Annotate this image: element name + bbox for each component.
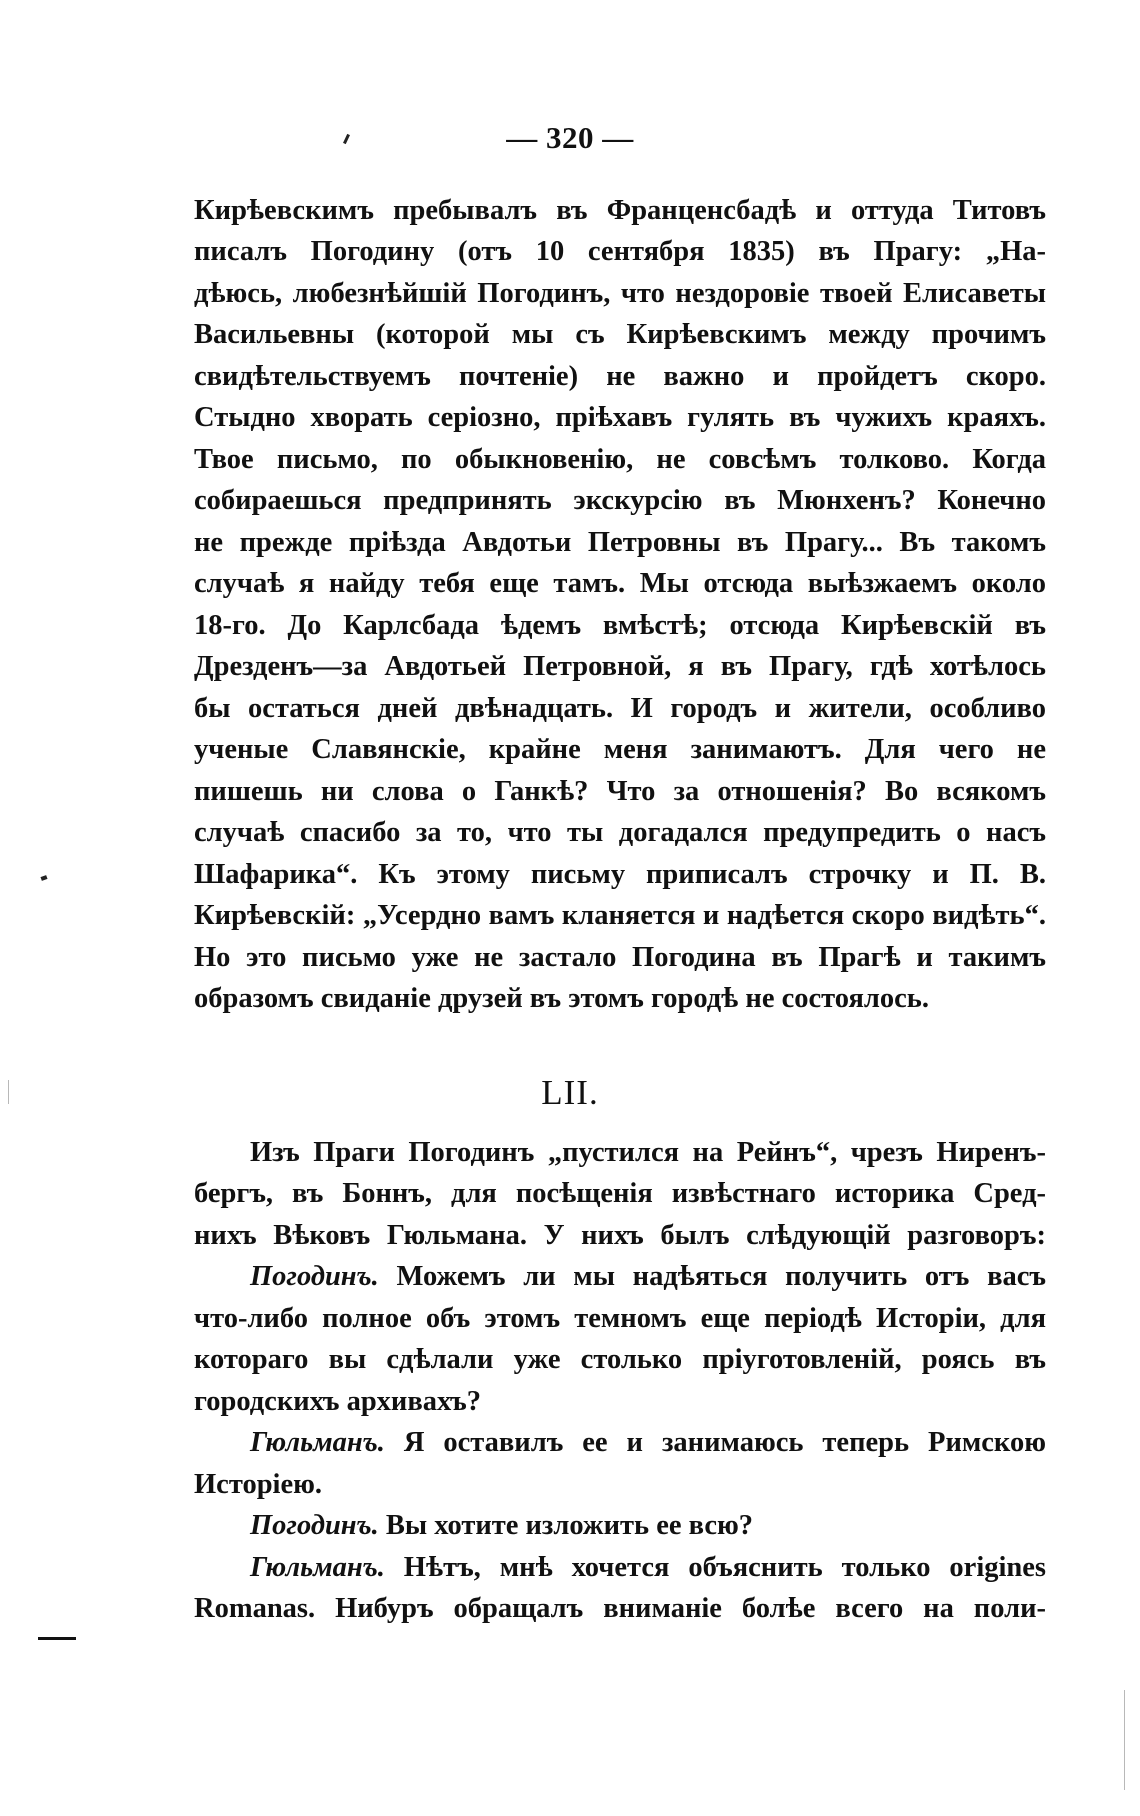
dialogue-text: Нѣтъ, мнѣ хочется объяснить только origines <box>403 1552 1047 1583</box>
section-heading: LII. <box>541 1073 599 1112</box>
paragraph-1-line-18: Кирѣевскій: „Усердно вамъ кланяется и надѣется скоро видѣть“. <box>194 900 1046 931</box>
dialogue-line-4-continued: Romanas. Нибуръ обращалъ вниманіе болѣе всего на поли- <box>194 1593 1046 1624</box>
paragraph-1-line-6: Стыдно хворать серіозно, пріѣхавъ гулять въ чужихъ краяхъ. <box>194 402 1046 433</box>
dialogue-text: Можемъ ли мы надѣяться получить отъ васъ <box>396 1261 1046 1292</box>
paragraph-1-line-12: Дрезденъ—за Авдотьей Петровной, я въ Прагу, гдѣ хотѣлось <box>194 651 1046 682</box>
margin-rule <box>38 1637 76 1640</box>
dialogue-line-1-end: городскихъ архивахъ? <box>194 1386 482 1417</box>
paragraph-2-line-1: Изъ Праги Погодинъ „пустился на Рейнъ“, чрезъ Ниренъ- <box>250 1137 1046 1168</box>
paragraph-1-line-7: Твое письмо, по обыкновенію, не совсѣмъ толково. Когда <box>194 444 1046 475</box>
dialogue-text: Я оставилъ ее и занимаюсь теперь Римскою <box>403 1427 1047 1458</box>
speaker-name: Гюльманъ. <box>250 1552 385 1583</box>
paragraph-1-line-5: свидѣтельствуемъ почтеніе) не важно и пройдетъ скоро. <box>194 361 1046 392</box>
dialogue-text: Вы хотите изложить ее всю? <box>385 1510 754 1541</box>
paragraph-1-line-2: писалъ Погодину (отъ 10 сентября 1835) въ Прагу: „На- <box>194 236 1046 267</box>
page-number: — 320 — <box>506 120 634 155</box>
paragraph-1-line-8: собираешься предпринять экскурсію въ Мюнхенъ? Конечно <box>194 485 1046 516</box>
page-edge-line-right <box>1124 1690 1125 1790</box>
dialogue-line-1-continued: что-либо полное объ этомъ темномъ еще періодѣ Исторіи, для <box>194 1303 1046 1334</box>
dialogue-line-4 <box>250 1548 1046 1588</box>
paragraph-1-line-1: Кирѣевскимъ пребывалъ въ Франценсбадѣ и оттуда Титовъ <box>194 195 1046 226</box>
paragraph-1-line-4: Васильевны (которой мы съ Кирѣевскимъ между прочимъ <box>194 319 1046 350</box>
dialogue-line-1 <box>250 1257 1046 1297</box>
paragraph-1-line-13: бы остаться дней двѣнадцать. И городъ и жители, особливо <box>194 693 1046 724</box>
dialogue-line-2 <box>250 1423 1046 1463</box>
dialogue-line-2-end: Исторіею. <box>194 1469 323 1500</box>
paragraph-1-line-9: не прежде пріѣзда Авдотьи Петровны въ Прагу... Въ такомъ <box>194 527 1046 558</box>
paragraph-1-line-3: дѣюсь, любезнѣйшій Погодинъ, что нездоровіе твоей Елисаветы <box>194 278 1046 309</box>
paragraph-1-line-16: случаѣ спасибо за то, что ты догадался предупредить о насъ <box>194 817 1046 848</box>
speaker-name: Погодинъ. <box>250 1261 379 1292</box>
paragraph-1-line-11: 18-го. До Карлсбада ѣдемъ вмѣстѣ; отсюда Кирѣевскій въ <box>194 610 1046 641</box>
paragraph-2-line-2: бергъ, въ Боннъ, для посѣщенія извѣстнаго историка Сред- <box>194 1178 1046 1209</box>
speaker-name: Гюльманъ. <box>250 1427 385 1458</box>
paragraph-1-line-15: пишешь ни слова о Ганкѣ? Что за отношенія? Во всякомъ <box>194 776 1046 807</box>
dialogue-line-1-continued: котораго вы сдѣлали уже столько пріуготовленій, роясь въ <box>194 1344 1046 1375</box>
paragraph-1-line-20: образомъ свиданіе друзей въ этомъ городѣ не состоялось. <box>194 983 929 1014</box>
paragraph-1-line-14: ученые Славянскіе, крайне меня занимаютъ. Для чего не <box>194 734 1046 765</box>
paragraph-2-line-3: нихъ Вѣковъ Гюльмана. У нихъ былъ слѣдующій разговоръ: <box>194 1220 1046 1251</box>
paragraph-1-line-10: случаѣ я найду тебя еще тамъ. Мы отсюда выѣзжаемъ около <box>194 568 1046 599</box>
speaker-name: Погодинъ. <box>250 1510 379 1541</box>
paragraph-1-line-19: Но это письмо уже не застало Погодина въ Прагѣ и такимъ <box>194 942 1046 973</box>
paragraph-1-line-17: Шафарика“. Къ этому письму приписалъ строчку и П. В. <box>194 859 1046 890</box>
pencil-mark-margin <box>40 875 47 881</box>
dialogue-line-3 <box>250 1506 1046 1546</box>
